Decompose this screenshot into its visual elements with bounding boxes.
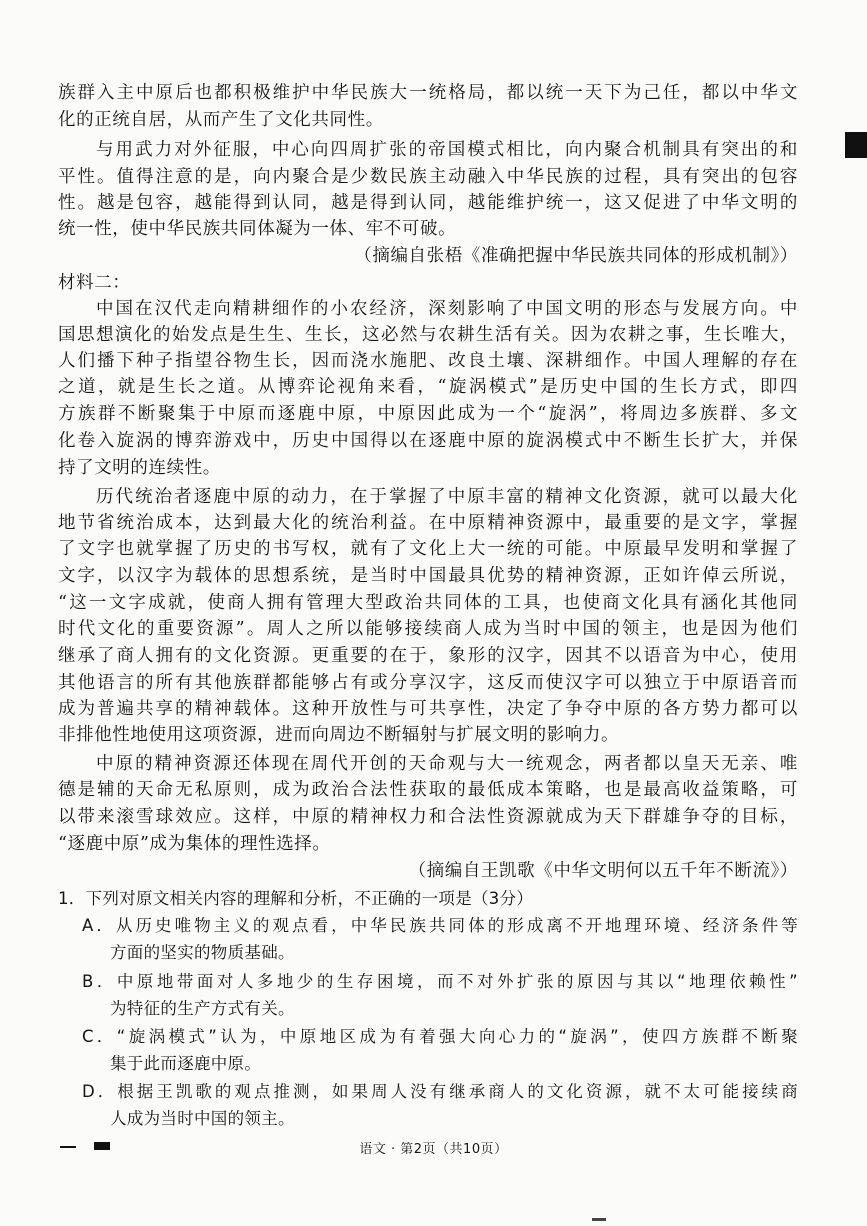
text-line: 统一性，使中华民族共同体凝为一体、牢不可破。 bbox=[58, 219, 457, 239]
text-line: 成为普遍共享的精神载体。这种开放性与可共享性，决定了争夺中原的各方势力都可以 bbox=[58, 699, 798, 719]
text-line: “逐鹿中原”成为集体的理性选择。 bbox=[58, 834, 331, 854]
text-line: 人们播下种子指望谷物生长，因而浇水施肥、改良土壤、深耕细作。中国人理解的存在 bbox=[58, 351, 798, 371]
question-stem: 1．下列对原文相关内容的理解和分析，不正确的一项是（3分） bbox=[58, 889, 534, 908]
option-b-cont: 为特征的生产方式有关。 bbox=[110, 999, 295, 1018]
text-line: 其他语言的所有其他族群都能够占有或分享汉字，这反而使汉字可以独立于中原语音而 bbox=[58, 673, 798, 693]
text-line: 性。越是包容，越能得到认同，越是得到认同，越能维护统一，这又促进了中华文明的 bbox=[58, 193, 798, 213]
text-line: 持了文明的连续性。 bbox=[58, 458, 221, 478]
option-b[interactable]: B．中原地带面对人多地少的生存困境，而不对外扩张的原因与其以“地理依赖性” bbox=[82, 972, 798, 991]
option-a-cont: 方面的坚实的物质基础。 bbox=[110, 943, 295, 962]
text-line: 之道，就是生长之道。从博弈论视角来看，“旋涡模式”是历史中国的生长方式，即四 bbox=[58, 377, 798, 397]
text-line: 国思想演化的始发点是生生、生长，这必然与农耕生活有关。因为农耕之事，生长唯大， bbox=[58, 325, 798, 345]
source-citation: （摘编自王凯歌《中华文明何以五千年不断流》） bbox=[408, 861, 798, 881]
section-heading: 材料二： bbox=[58, 273, 131, 293]
option-c[interactable]: C．“旋涡模式”认为，中原地区成为有着强大向心力的“旋涡”，使四方族群不断聚 bbox=[82, 1027, 798, 1046]
option-d-cont: 人成为当时中国的领主。 bbox=[110, 1109, 295, 1128]
text-line: 文字，以汉字为载体的思想系统，是当时中国最具优势的精神资源，正如许倬云所说， bbox=[58, 566, 798, 586]
text-line: 地节省统治成本，达到最大化的统治利益。在中原精神资源中，最重要的是文字，掌握 bbox=[58, 513, 798, 533]
text-line: 非排他性地使用这项资源，进而向周边不断辐射与扩展文明的影响力。 bbox=[58, 725, 620, 745]
edge-mark bbox=[845, 132, 867, 158]
text-line: 中原的精神资源还体现在周代开创的天命观与大一统观念，两者都以皇天无亲、唯 bbox=[96, 754, 798, 774]
text-line: 化的正统自居，从而产生了文化共同性。 bbox=[58, 110, 384, 130]
text-line: 方族群不断聚集于中原而逐鹿中原，中原因此成为一个“旋涡”，将周边多族群、多文 bbox=[58, 404, 798, 424]
page-footer: 语文 · 第2页（共10页） bbox=[359, 1142, 508, 1157]
option-c-cont: 集于此而逐鹿中原。 bbox=[110, 1054, 262, 1073]
text-line: 历代统治者逐鹿中原的动力，在于掌握了中原丰富的精神文化资源，就可以最大化 bbox=[96, 487, 798, 507]
option-d[interactable]: D．根据王凯歌的观点推测，如果周人没有继承商人的文化资源，就不太可能接续商 bbox=[82, 1082, 798, 1101]
text-line: 与用武力对外征服，中心向四周扩张的帝国模式相比，向内聚合机制具有突出的和 bbox=[96, 140, 798, 160]
text-line: 中国在汉代走向精耕细作的小农经济，深刻影响了中国文明的形态与发展方向。中 bbox=[96, 299, 798, 319]
text-line: 以带来滚雪球效应。这样，中原的精神权力和合法性资源就成为天下群雄争夺的目标， bbox=[58, 807, 798, 827]
text-line: 平性。值得注意的是，向内聚合是少数民族主动融入中华民族的过程，具有突出的包容 bbox=[58, 167, 798, 187]
text-line: 族群入主中原后也都积极维护中华民族大一统格局，都以统一天下为己任，都以中华文 bbox=[58, 83, 798, 103]
text-line: 化卷入旋涡的博弈游戏中，历史中国得以在逐鹿中原的旋涡模式中不断生长扩大，并保 bbox=[58, 431, 798, 451]
source-citation: （摘编自张梧《准确把握中华民族共同体的形成机制》） bbox=[354, 246, 798, 266]
text-line: 继承了商人拥有的文化资源。更重要的在于，象形的汉字，因其不以语音为中心，使用 bbox=[58, 646, 798, 666]
text-line: 了文字也就掌握了历史的书写权，就有了文化上大一统的可能。中原最早发明和掌握了 bbox=[58, 539, 798, 559]
scan-speck bbox=[592, 1218, 606, 1221]
text-line: 时代文化的重要资源”。周人之所以能够接续商人成为当时中国的领主，也是因为他们 bbox=[58, 619, 798, 639]
text-line: “这一文字成就，使商人拥有管理大型政治共同体的工具，也使商文化具有涵化其他同 bbox=[58, 593, 798, 613]
text-line: 德是辅的天命无私原则，成为政治合法性获取的最低成本策略，也是最高收益策略，可 bbox=[58, 780, 798, 800]
option-a[interactable]: A．从历史唯物主义的观点看，中华民族共同体的形成离不开地理环境、经济条件等 bbox=[82, 916, 798, 935]
